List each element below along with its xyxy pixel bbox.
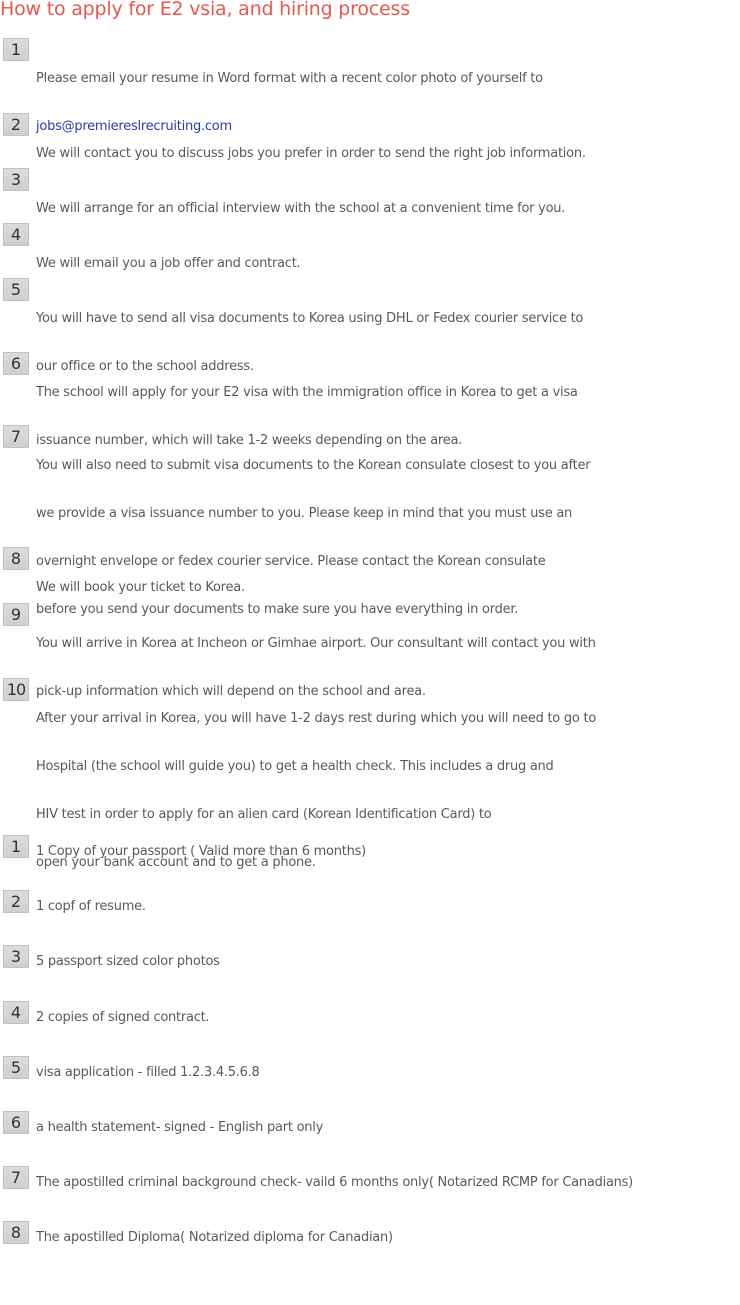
step-line: You will also need to submit visa documents to the Korean consulate closest to you after [36, 458, 591, 473]
document-number-badge: 5 [3, 1056, 29, 1079]
step-line: we provide a visa issuance number to you. Please keep in mind that you must use an [36, 506, 573, 521]
step-line: Please email your resume in Word format with a recent color photo of yourself to [36, 71, 543, 86]
document-number-badge: 3 [3, 945, 29, 968]
document-text [36, 1006, 656, 1030]
step-number-badge: 2 [3, 113, 29, 136]
document-number-badge: 8 [3, 1221, 29, 1244]
document-text [36, 1171, 656, 1195]
step-number-badge: 5 [3, 278, 29, 301]
step-number-badge: 4 [3, 223, 29, 246]
document-line: 1 Copy of your passport ( Valid more than 6 months) [36, 844, 366, 859]
document-line: 5 passport sized color photos [36, 954, 220, 969]
document-text [36, 950, 656, 974]
step-line: our office or to the school address. [36, 359, 254, 374]
email-link[interactable]: jobs@premiereslrecruiting.com [36, 119, 232, 134]
step-number-badge: 8 [3, 547, 29, 570]
document-number-badge: 4 [3, 1001, 29, 1024]
step-number-badge: 1 [3, 38, 29, 61]
document-text [36, 1061, 656, 1085]
document-number-badge: 6 [3, 1111, 29, 1134]
step-line: issuance number, which will take 1-2 weeks depending on the area. [36, 433, 463, 448]
document-line: The apostilled Diploma( Notarized diploma for Canadian) [36, 1230, 393, 1245]
step-line: We will contact you to discuss jobs you prefer in order to send the right job information. [36, 146, 586, 161]
step-number-badge: 9 [3, 603, 29, 626]
step-line: The school will apply for your E2 visa with the immigration office in Korea to get a visa [36, 385, 578, 400]
document-text [36, 895, 656, 919]
step-line: We will email you a job offer and contract. [36, 256, 301, 271]
document-number-badge: 1 [3, 835, 29, 858]
document-line: a health statement- signed - English part only [36, 1120, 324, 1135]
step-number-badge: 7 [3, 425, 29, 448]
step-line: overnight envelope or fedex courier service. Please contact the Korean consulate [36, 554, 546, 569]
document-number-badge: 7 [3, 1166, 29, 1189]
document-line: 2 copies of signed contract. [36, 1010, 210, 1025]
step-line: You will have to send all visa documents to Korea using DHL or Fedex courier service to [36, 311, 584, 326]
document-line: The apostilled criminal background check- vaild 6 months only( Notarized RCMP for Canadians) [36, 1175, 634, 1190]
step-number-badge: 6 [3, 352, 29, 375]
document-text [36, 840, 656, 864]
step-number-badge: 3 [3, 168, 29, 191]
step-line: We will book your ticket to Korea. [36, 580, 245, 595]
document-line: visa application - filled 1.2.3.4.5.6.8 [36, 1065, 260, 1080]
step-line: HIV test in order to apply for an alien card (Korean Identification Card) to [36, 807, 492, 822]
step-line: You will arrive in Korea at Incheon or Gimhae airport. Our consultant will contact you with [36, 636, 596, 651]
document-number-badge: 2 [3, 890, 29, 913]
step-line: We will arrange for an official interview with the school at a convenient time for you. [36, 201, 566, 216]
step-text [36, 683, 656, 899]
document-line: 1 copf of resume. [36, 899, 146, 914]
step-line: open your bank account and to get a phone. [36, 855, 316, 870]
document-text [36, 1116, 656, 1140]
step-line: After your arrival in Korea, you will have 1-2 days rest during which you will need to go to [36, 711, 597, 726]
page-title: How to apply for E2 vsia, and hiring process [0, 0, 410, 20]
step-number-badge: 10 [3, 678, 29, 701]
step-line: before you send your documents to make sure you have everything in order. [36, 602, 519, 617]
step-line: Hospital (the school will guide you) to get a health check. This includes a drug and [36, 759, 554, 774]
document-text [36, 1226, 656, 1250]
step-line: pick-up information which will depend on the school and area. [36, 684, 426, 699]
